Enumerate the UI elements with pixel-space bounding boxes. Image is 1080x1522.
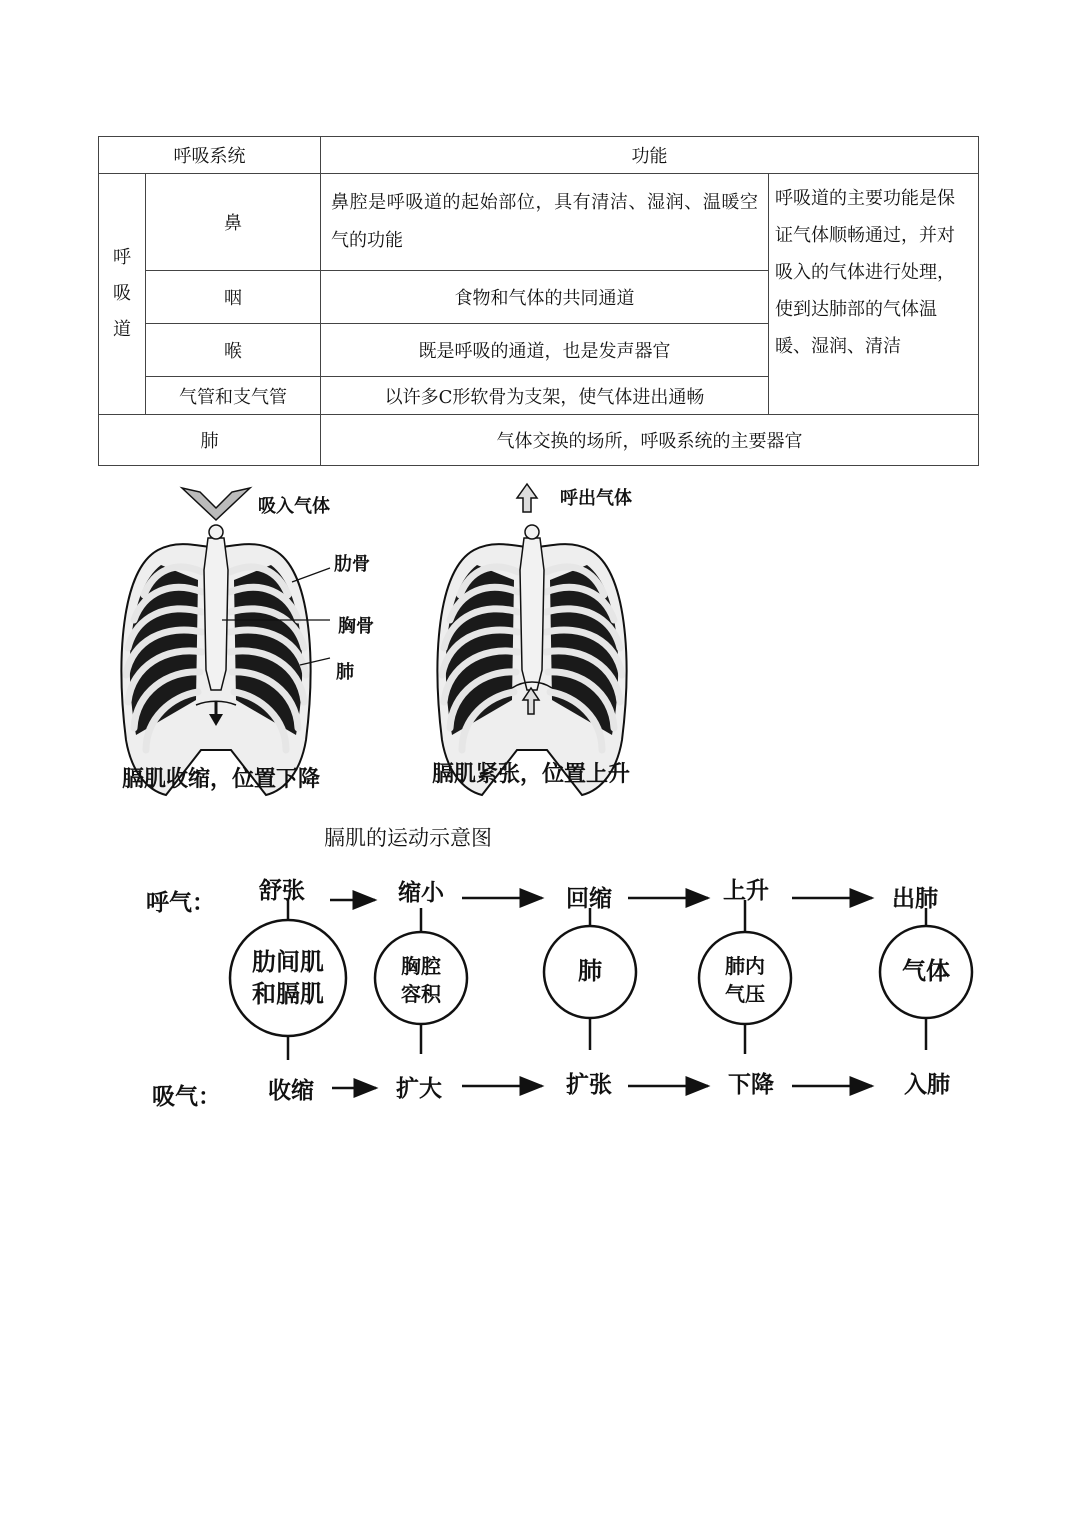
exhale-arrow-icon bbox=[517, 484, 537, 512]
inhale-step-5: 入肺 bbox=[904, 1072, 950, 1098]
respiratory-system-table bbox=[98, 136, 979, 466]
respiratory-tract-label: 呼 吸 道 bbox=[99, 174, 146, 415]
rib-label: 肋骨 bbox=[334, 554, 370, 575]
exhale-step-1: 舒张 bbox=[259, 878, 305, 904]
organ-trachea: 气管和支气管 bbox=[146, 377, 321, 415]
function-nose: 鼻腔是呼吸道的起始部位，具有清洁、湿润、温暖空气的功能 bbox=[321, 174, 769, 271]
header-function: 功能 bbox=[321, 137, 979, 174]
function-pharynx: 食物和气体的共同通道 bbox=[321, 271, 769, 324]
inhale-arrow-icon bbox=[182, 488, 250, 520]
organ-larynx: 喉 bbox=[146, 324, 321, 377]
ribcage-illustration bbox=[0, 470, 1080, 800]
inhale-step-4: 下降 bbox=[728, 1072, 774, 1098]
breathing-flow-diagram bbox=[0, 860, 1080, 1120]
inhale-row-label: 吸气： bbox=[152, 1084, 221, 1110]
inhale-step-1: 收缩 bbox=[268, 1078, 314, 1104]
inhale-gas-label: 吸入气体 bbox=[258, 496, 330, 517]
node-muscle: 肋间肌 和膈肌 bbox=[252, 948, 324, 1008]
node-pressure: 肺内 气压 bbox=[725, 954, 765, 1006]
organ-nose: 鼻 bbox=[146, 174, 321, 271]
node-thorax: 胸腔 容积 bbox=[401, 954, 441, 1006]
exhale-gas-label: 呼出气体 bbox=[560, 488, 632, 509]
exhale-step-2: 缩小 bbox=[398, 880, 444, 906]
right-caption: 膈肌紧张，位置上升 bbox=[432, 762, 631, 787]
inhale-step-2: 扩大 bbox=[396, 1076, 442, 1102]
lung-label: 肺 bbox=[336, 662, 354, 683]
inhale-step-3: 扩张 bbox=[566, 1072, 612, 1098]
node-lung: 肺 bbox=[578, 957, 602, 985]
figure-title: 膈肌的运动示意图 bbox=[324, 826, 492, 850]
function-larynx: 既是呼吸的通道，也是发声器官 bbox=[321, 324, 769, 377]
function-lung: 气体交换的场所，呼吸系统的主要器官 bbox=[321, 415, 979, 466]
organ-lung: 肺 bbox=[99, 415, 321, 466]
ribcage-exhale bbox=[437, 525, 626, 795]
left-caption: 膈肌收缩，位置下降 bbox=[122, 767, 321, 792]
organ-pharynx: 咽 bbox=[146, 271, 321, 324]
exhale-step-4: 上升 bbox=[723, 878, 769, 904]
header-system: 呼吸系统 bbox=[99, 137, 321, 174]
function-trachea: 以许多C形软骨为支架，使气体进出通畅 bbox=[321, 377, 769, 415]
node-gas: 气体 bbox=[902, 957, 950, 985]
exhale-step-3: 回缩 bbox=[566, 886, 612, 912]
exhale-step-5: 出肺 bbox=[892, 886, 938, 912]
sternum-label: 胸骨 bbox=[338, 616, 374, 637]
ribcage-inhale bbox=[121, 525, 310, 795]
tract-summary: 呼吸道的主要功能是保证气体顺畅通过，并对吸入的气体进行处理，使到达肺部的气体温暖、湿润、清洁 bbox=[769, 174, 979, 415]
exhale-row-label: 呼气： bbox=[146, 890, 215, 916]
